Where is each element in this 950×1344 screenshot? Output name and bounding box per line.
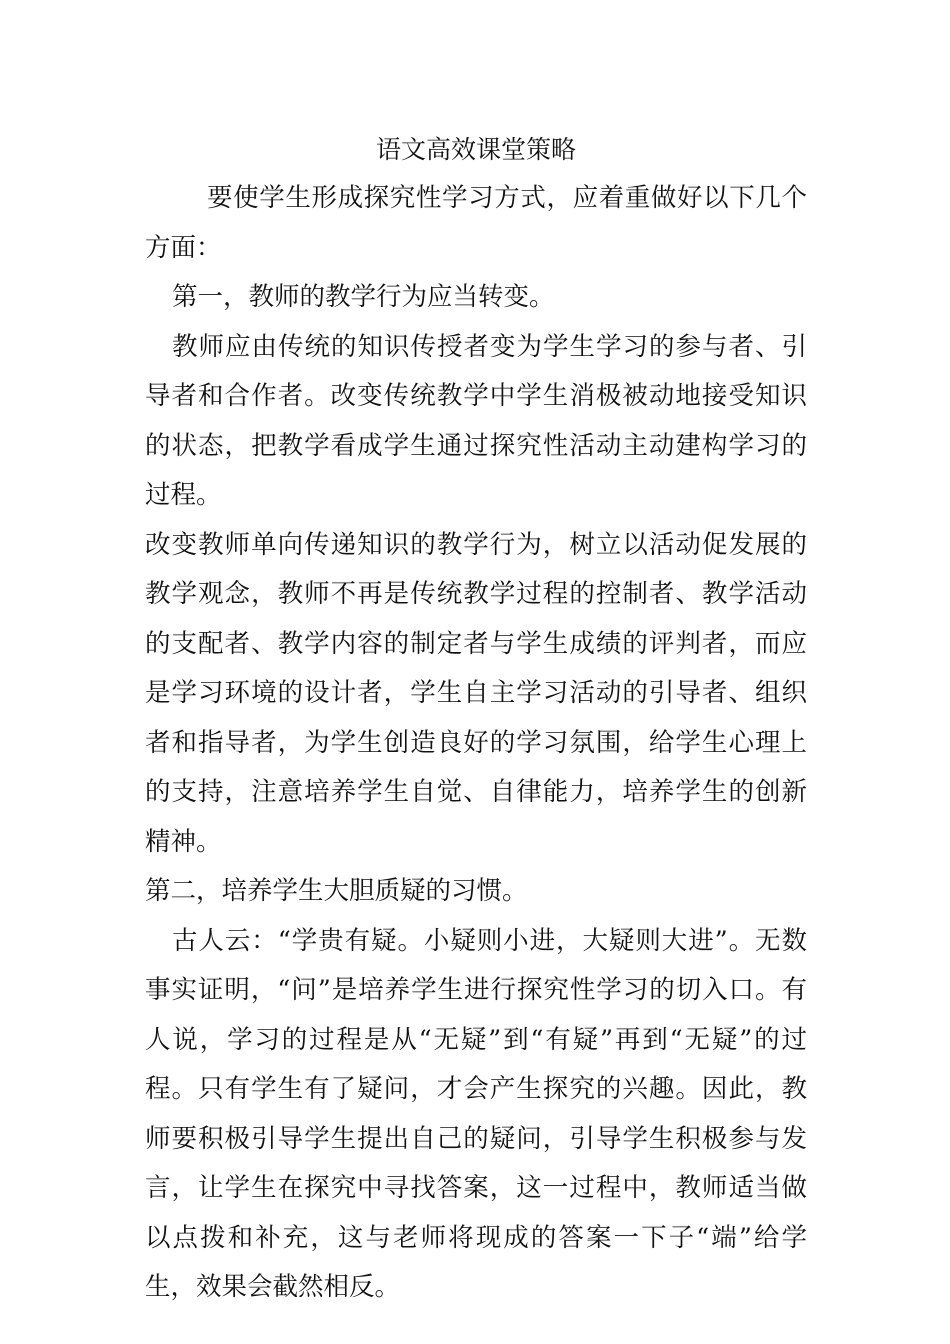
- body-paragraph-1: 教师应由传统的知识传授者变为学生学习的参与者、引导者和合作者。改变传统教学中学生消极被动地接受知识的状态，把教学看成学生通过探究性活动主动建构学习的过程。: [145, 331, 807, 510]
- intro-paragraph: 要使学生形成探究性学习方式，应着重做好以下几个方面：: [145, 183, 807, 263]
- document-title: 语文高效课堂策略: [375, 135, 576, 164]
- body-paragraph-2: 改变教师单向传递知识的教学行为，树立以活动促发展的教学观念，教师不再是传统教学过程的控制者、教学活动的支配者、教学内容的制定者与学生成绩的评判者，而应是学习环境的设计者，学生自主学习活动的引导者、组织者和指导者，为学生创造良好的学习氛围，给学生心理上的支持，注意培养学生自觉、自律能力，培养学生的创新精神。: [145, 529, 807, 857]
- section-heading-2: 第二，培养学生大胆质疑的习惯。: [145, 876, 528, 906]
- section-heading-1: 第一，教师的教学行为应当转变。: [172, 282, 555, 312]
- body-paragraph-3: 古人云：“学贵有疑。小疑则小进，大疑则大进”。无数事实证明，“问”是培养学生进行探究性学习的切入口。有人说，学习的过程是从“无疑”到“有疑”再到“无疑”的过程。只有学生有了疑问，才会产生探究的兴趣。因此，教师要积极引导学生提出自己的疑问，引导学生积极参与发言，让学生在探究中寻找答案，这一过程中，教师适当做以点拨和补充，这与老师将现成的答案一下子“端”给学生，效果会截然相反。: [145, 925, 807, 1302]
- document-page: [145, 128, 807, 1313]
